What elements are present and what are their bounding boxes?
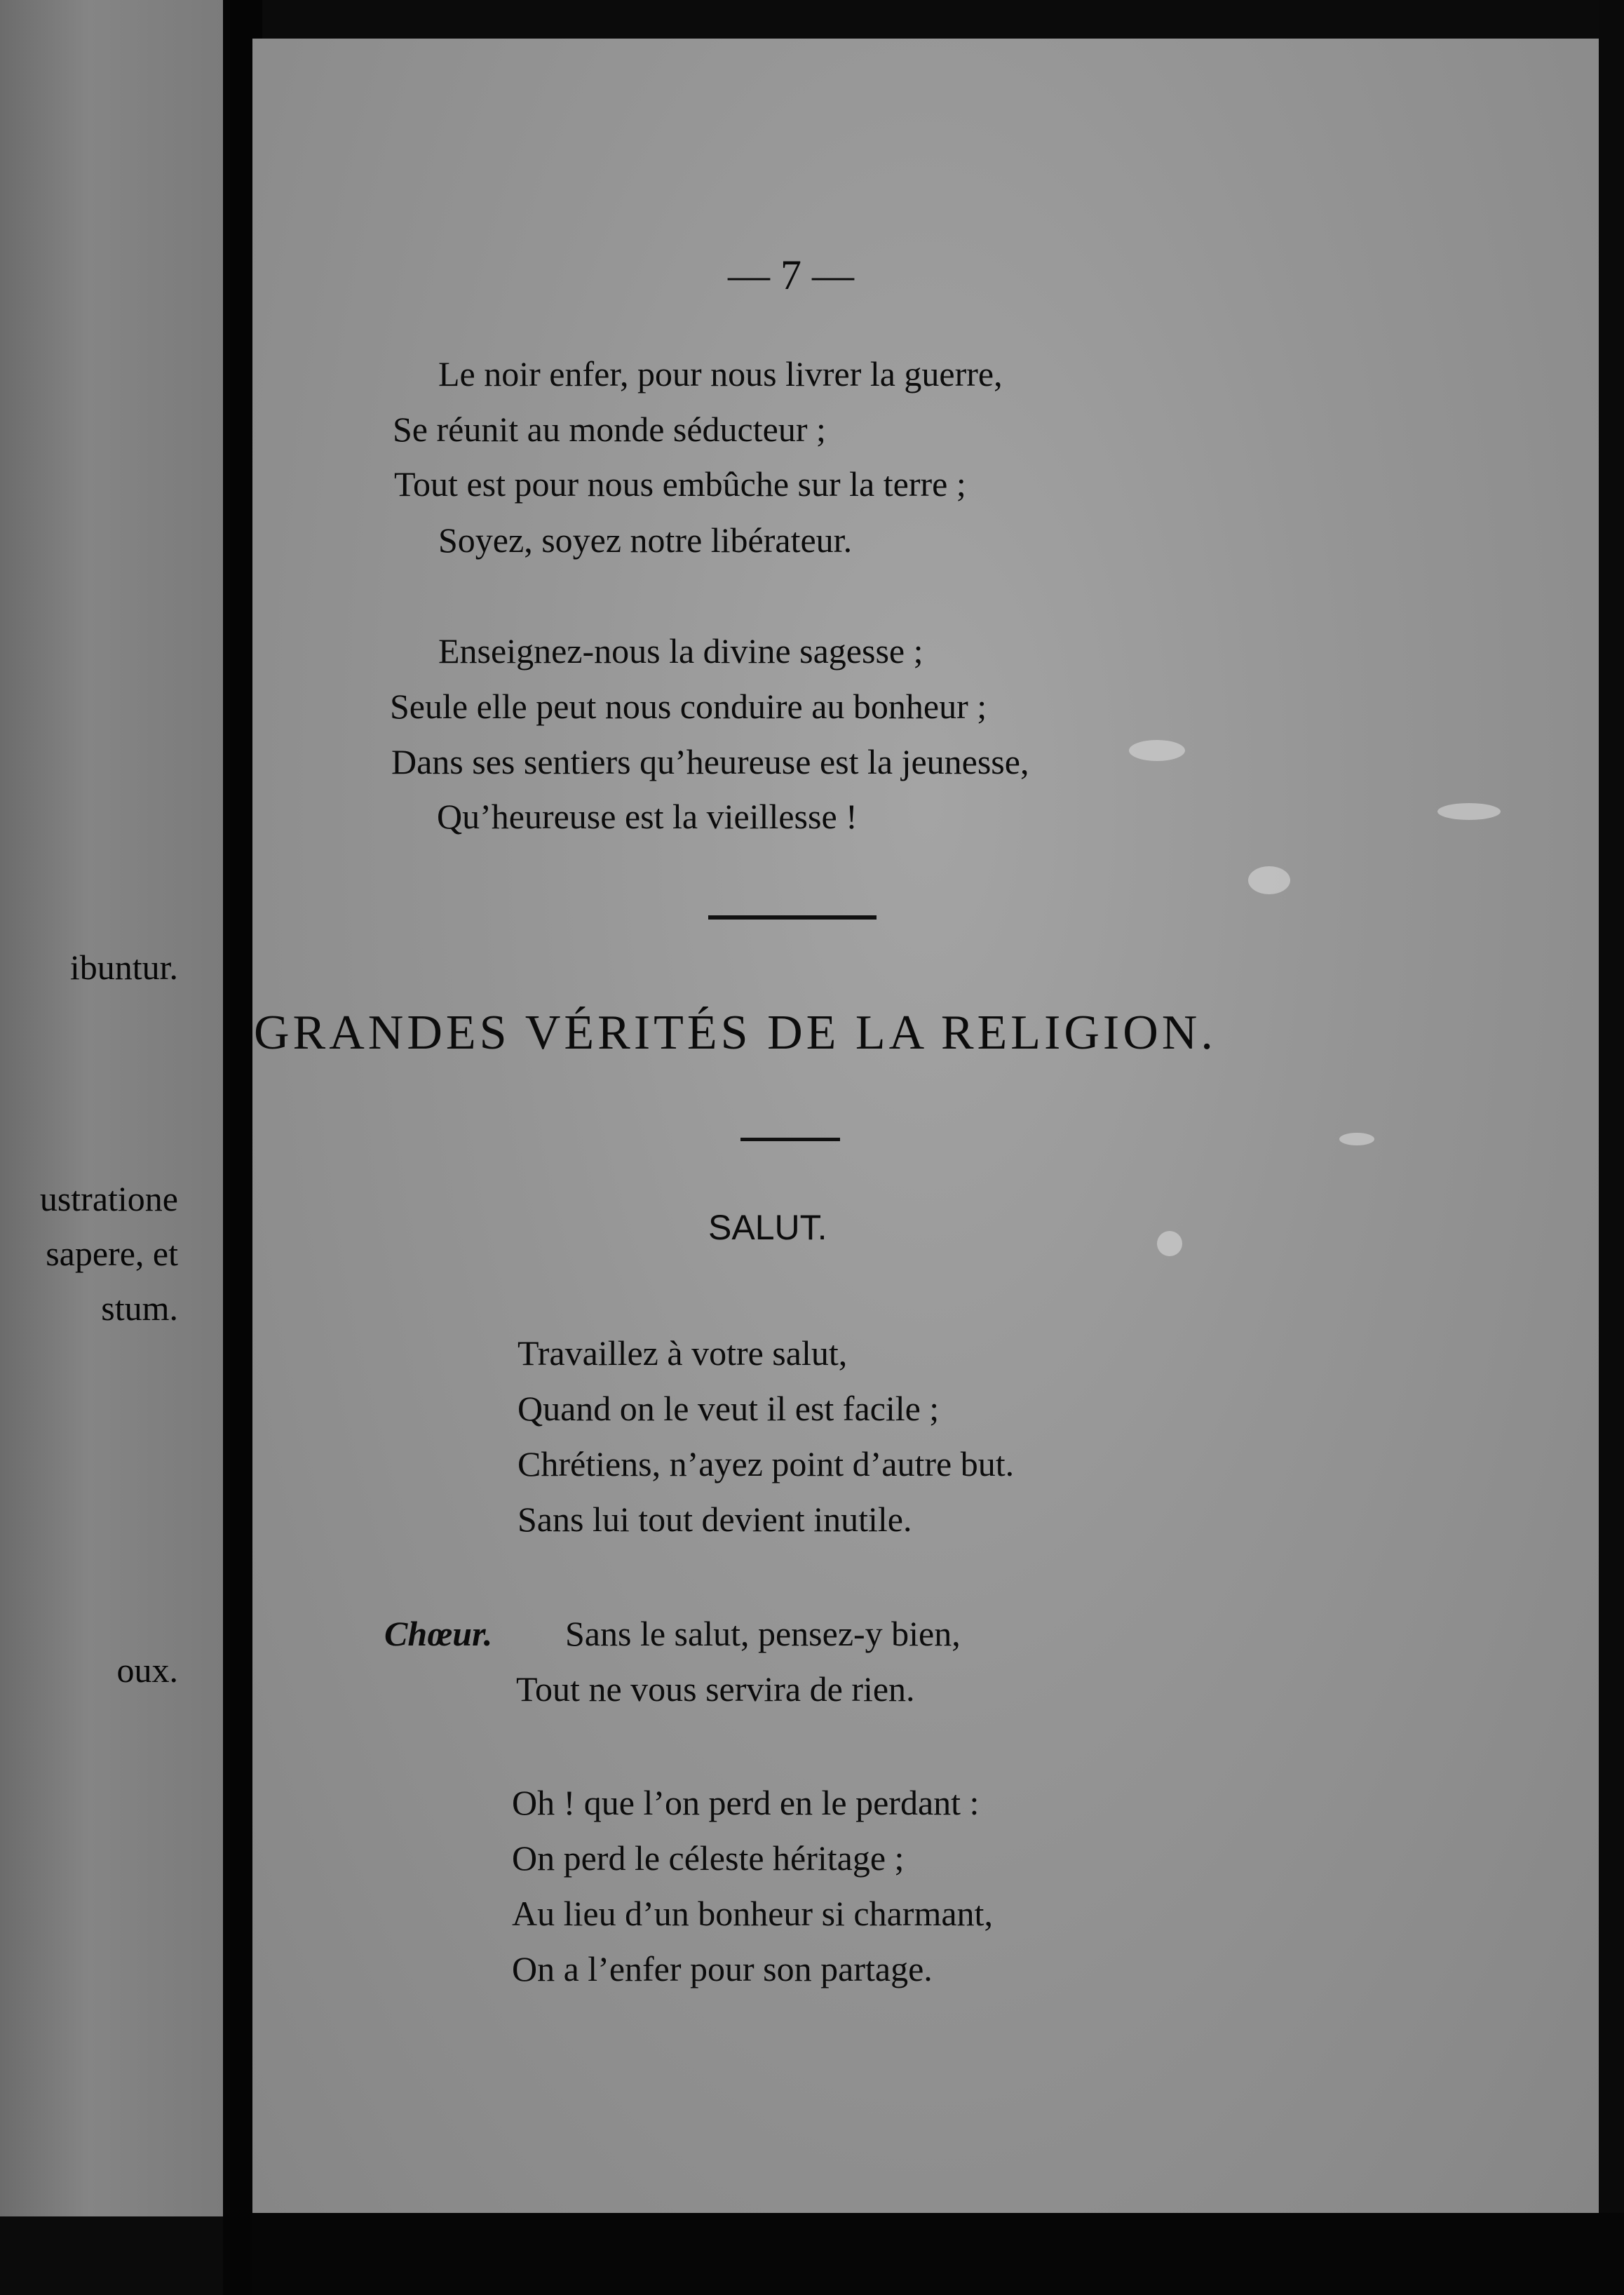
- scan-right-edge: [1599, 0, 1624, 2295]
- fragment-line: ustratione: [39, 1179, 178, 1218]
- verse-line: Au lieu d’un bonheur si charmant,: [512, 1894, 993, 1933]
- chorus-line: Sans le salut, pensez-y bien,: [565, 1614, 961, 1653]
- fragment-line: stum.: [101, 1288, 178, 1328]
- section-title: GRANDES VÉRITÉS DE LA RELIGION.: [254, 1006, 1217, 1060]
- verse-line: Seule elle peut nous conduire au bonheur ;: [390, 687, 987, 726]
- verse-line: Chrétiens, n’ayez point d’autre but.: [517, 1444, 1015, 1483]
- paper-blemish: [1437, 803, 1501, 820]
- verse-line: Qu’heureuse est la vieillesse !: [437, 797, 858, 836]
- paper-blemish: [1339, 1133, 1374, 1145]
- verse-line: On perd le céleste héritage ;: [512, 1838, 905, 1878]
- previous-page-fragment: [0, 0, 223, 2216]
- chorus-line: Tout ne vous servira de rien.: [516, 1669, 915, 1709]
- verse-line: Se réunit au monde séducteur ;: [393, 410, 826, 449]
- page-number: — 7 —: [728, 252, 854, 298]
- verse-line: Quand on le veut il est facile ;: [517, 1389, 940, 1428]
- verse-line: On a l’enfer pour son partage.: [512, 1949, 933, 1988]
- verse-line: Soyez, soyez notre libérateur.: [438, 520, 853, 560]
- verse-line: Le noir enfer, pour nous livrer la guerre,: [438, 354, 1003, 393]
- page-bottom-edge: [252, 2213, 1624, 2295]
- fragment-line: sapere, et: [46, 1234, 178, 1273]
- paper-blemish: [1157, 1231, 1182, 1256]
- section-divider: [708, 915, 877, 920]
- verse-line: Enseignez-nous la divine sagesse ;: [438, 631, 923, 671]
- paper-blemish: [1248, 866, 1290, 894]
- verse-line: Tout est pour nous embûche sur la terre ;: [394, 464, 966, 504]
- paper-blemish: [1129, 740, 1185, 761]
- chorus-label: Chœur.: [384, 1614, 493, 1653]
- verse-line: Sans lui tout devient inutile.: [517, 1500, 912, 1539]
- fragment-line: oux.: [116, 1650, 178, 1690]
- fragment-line: ibuntur.: [69, 948, 178, 987]
- hymn-title: SALUT.: [708, 1208, 827, 1247]
- verse-line: Travaillez à votre salut,: [517, 1333, 848, 1373]
- verse-line: Dans ses sentiers qu’heureuse est la jeunesse,: [391, 742, 1029, 781]
- verse-line: Oh ! que l’on perd en le perdant :: [512, 1783, 980, 1822]
- title-divider: [740, 1138, 840, 1141]
